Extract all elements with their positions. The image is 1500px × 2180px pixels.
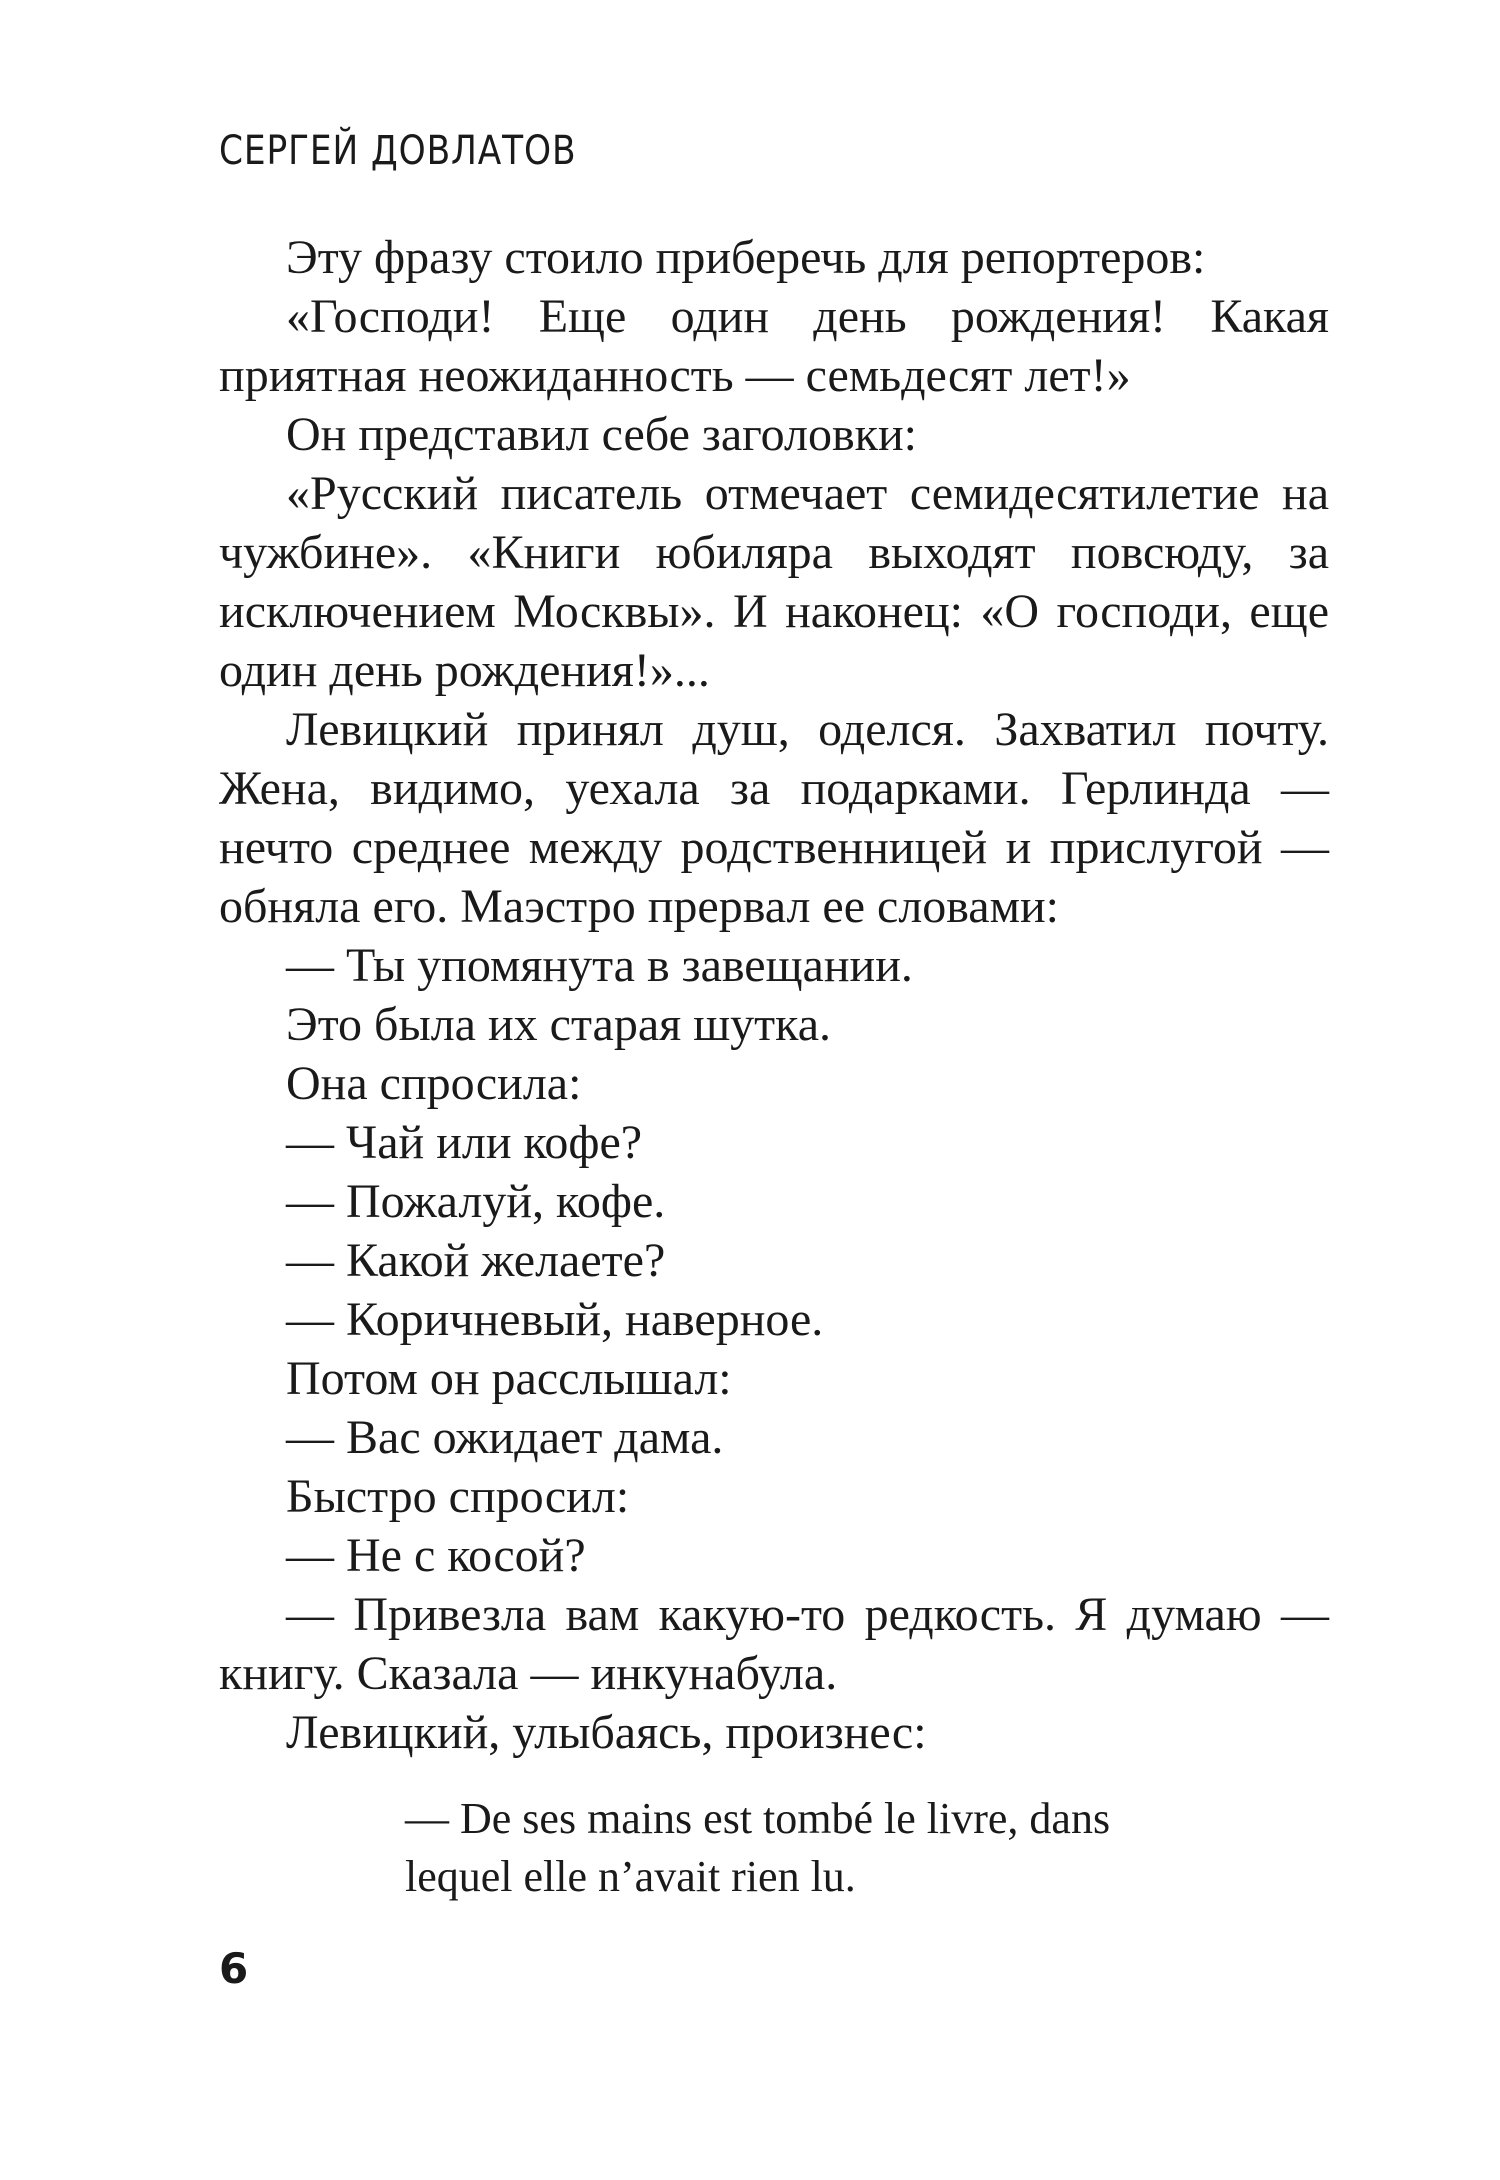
paragraph: Быстро спросил:	[286, 1470, 630, 1523]
paragraph: Потом он расслышал:	[286, 1352, 732, 1405]
paragraph: «Господи! Еще один день рождения! Какая приятная неожиданность — семьдесят лет!»	[219, 290, 1329, 402]
dialogue-line: — Не с косой?	[286, 1529, 586, 1582]
dialogue-line: — Какой желаете?	[286, 1234, 666, 1287]
paragraph: Левицкий, улыбаясь, произнес:	[286, 1706, 927, 1759]
paragraph: Она спросила:	[286, 1057, 582, 1110]
body-text	[219, 228, 1329, 1762]
paragraph: «Русский писатель отмечает семидесятилетие на чужбине». «Книги юбиляра выходят повсюду, за исключением Москвы». И наконец: «О господи, еще один день рождения!»...	[219, 467, 1329, 697]
dialogue-line: — Привезла вам какую-то редкость. Я думаю — книгу. Сказала — инкунабула.	[219, 1588, 1329, 1700]
running-head-author: СЕРГЕЙ ДОВЛАТОВ	[219, 128, 577, 174]
page-number: 6	[219, 1944, 249, 1993]
dialogue-line: — Вас ожидает дама.	[286, 1411, 724, 1464]
french-quote	[405, 1790, 1205, 1906]
quote-line: — De ses mains est tombé le livre, dans	[405, 1794, 1111, 1843]
paragraph: Это была их старая шутка.	[286, 998, 832, 1051]
dialogue-line: — Коричневый, наверное.	[286, 1293, 824, 1346]
paragraph: Левицкий принял душ, оделся. Захватил почту. Жена, видимо, уехала за подарками. Герлинда — нечто среднее между родственницей и прислугой — обняла его. Маэстро прервал ее словами:	[219, 703, 1329, 933]
dialogue-line: — Пожалуй, кофе.	[286, 1175, 666, 1228]
paragraph: Он представил себе заголовки:	[286, 408, 917, 461]
quote-line: lequel elle n’avait rien lu.	[405, 1852, 856, 1901]
dialogue-line: — Ты упомянута в завещании.	[286, 939, 913, 992]
paragraph: Эту фразу стоило приберечь для репортеров:	[286, 231, 1206, 284]
dialogue-line: — Чай или кофе?	[286, 1116, 643, 1169]
